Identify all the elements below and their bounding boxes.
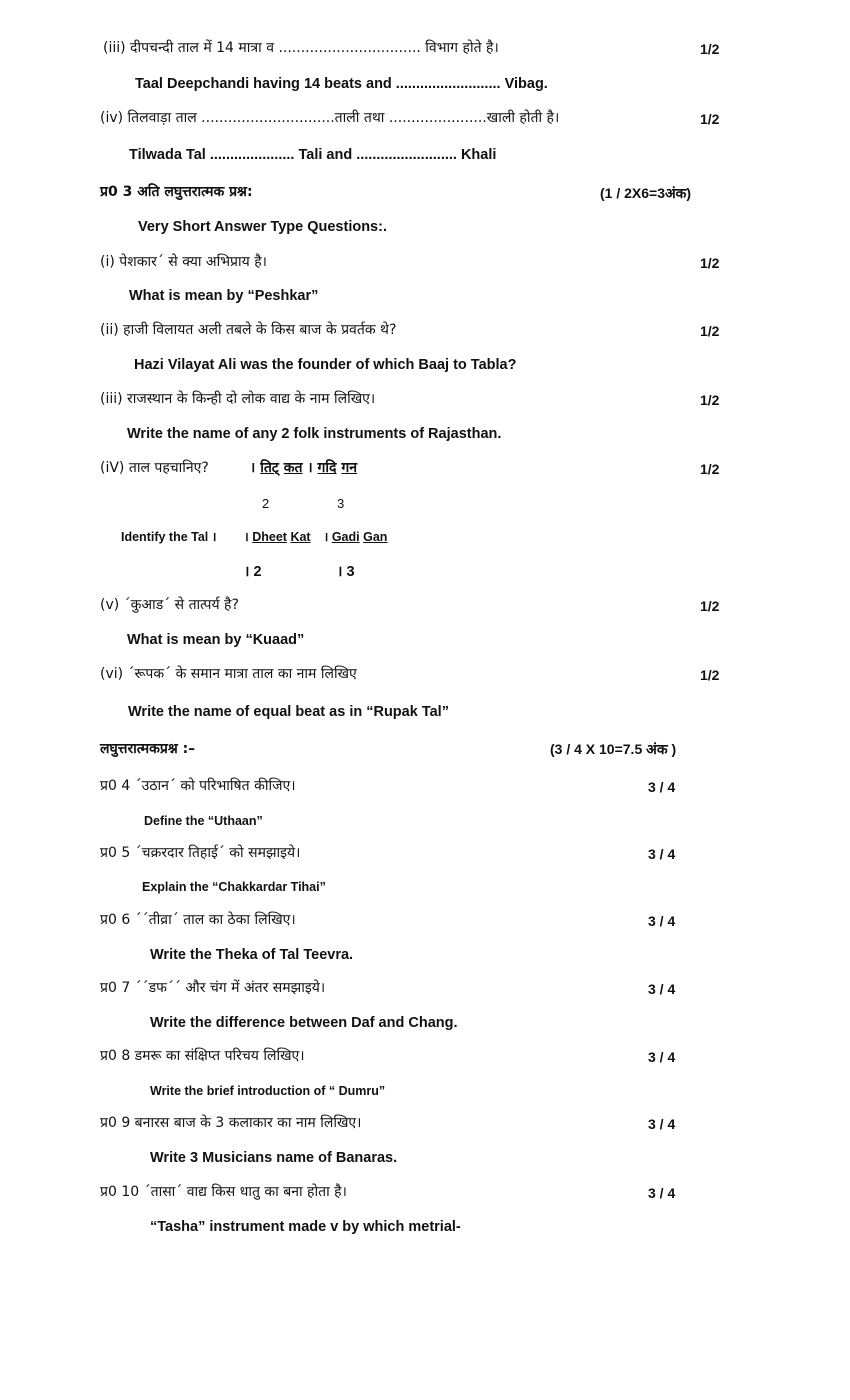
q3-i-marks: 1/2 xyxy=(700,255,720,271)
q3-vi-english: Write the name of equal beat as in “Rupak Tal” xyxy=(128,704,449,720)
bol-dheet: Dheet xyxy=(252,530,287,544)
q8-hindi: प्र0 8 डमरू का संक्षिप्त परिचय लिखिए। xyxy=(100,1048,305,1064)
q4-english: Define the “Uthaan” xyxy=(144,814,263,828)
bol-gadi: गदि xyxy=(317,460,337,476)
q3-v-hindi: (v) ´कुआड´ से तात्पर्य है? xyxy=(100,597,239,613)
q3-heading-marks: (1 / 2X6=3अंक) xyxy=(600,185,692,201)
q9-marks: 3 / 4 xyxy=(648,1116,676,1132)
q3-iii-marks: 1/2 xyxy=(700,392,720,408)
q10-hindi: प्र0 10 ´तासा´ वाद्य किस धातु का बना होता है। xyxy=(100,1184,347,1200)
q3-iv-english-label: Identify the Tal । xyxy=(121,530,217,544)
q2-iv-hindi: (iv) तिलवाड़ा ताल ..............................ताली तथा ......................खाली होती है। xyxy=(100,110,560,126)
q10-marks: 3 / 4 xyxy=(648,1185,676,1201)
q3-iii-english: Write the name of any 2 folk instruments of Rajasthan. xyxy=(127,426,502,442)
tali-number-3-en: । 3 xyxy=(337,564,355,580)
q3-heading-english: Very Short Answer Type Questions:. xyxy=(138,219,387,235)
vibhag-bar: । xyxy=(307,460,313,476)
bol-gan: गन xyxy=(341,460,358,476)
q3-iv-english-bols xyxy=(244,530,387,545)
q3-iv-marks: 1/2 xyxy=(700,461,720,477)
q2-iii-hindi: (iii) दीपचन्दी ताल में 14 मात्रा व ................................ विभाग होते है। xyxy=(103,40,499,56)
q8-marks: 3 / 4 xyxy=(648,1049,676,1065)
q10-english: “Tasha” instrument made v by which metrial- xyxy=(150,1219,461,1235)
q7-hindi: प्र0 7 ´´डफ´´ और चंग में अंतर समझाइये। xyxy=(100,980,326,996)
vibhag-bar: । xyxy=(323,530,329,544)
bol-gadi-en: Gadi xyxy=(331,530,360,544)
tali-number-3: 3 xyxy=(337,496,345,511)
q2-iv-marks: 1/2 xyxy=(700,111,720,127)
q3-iv-hindi-bols xyxy=(250,460,357,477)
q6-hindi: प्र0 6 ´´तीव्रा´ ताल का ठेका लिखिए। xyxy=(100,912,296,928)
q3-iv-hindi-label: (iV) ताल पहचानिए? xyxy=(100,460,209,476)
q8-english: Write the brief introduction of “ Dumru” xyxy=(150,1084,386,1098)
q3-ii-marks: 1/2 xyxy=(700,323,720,339)
q3-heading: प्र0 3 अति लघुत्तरात्मक प्रश्न: xyxy=(100,184,253,200)
q3-v-english: What is mean by “Kuaad” xyxy=(127,632,305,648)
q9-hindi: प्र0 9 बनारस बाज के 3 कलाकार का नाम लिखिए। xyxy=(100,1115,362,1131)
q4-marks: 3 / 4 xyxy=(648,779,676,795)
q4-hindi: प्र0 4 ´उठान´ को परिभाषित कीजिए। xyxy=(100,778,296,794)
vibhag-bar: । xyxy=(250,460,256,476)
short-heading-marks: (3 / 4 X 10=7.5 अंक ) xyxy=(550,741,677,757)
q3-iii-hindi: (iii) राजस्थान के किन्ही दो लोक वाद्य के नाम लिखिए। xyxy=(100,391,376,407)
q3-ii-english: Hazi Vilayat Ali was the founder of which Baaj to Tabla? xyxy=(134,357,517,373)
bol-kat: कत xyxy=(283,460,303,476)
q5-english: Explain the “Chakkardar Tihai” xyxy=(142,880,326,894)
q3-ii-hindi: (ii) हाजी विलायत अली तबले के किस बाज के प्रवर्तक थे? xyxy=(100,322,397,338)
q3-i-hindi: (i) पेशकार´ से क्या अभिप्राय है। xyxy=(100,254,267,270)
tali-number-2-en: । 2 xyxy=(244,564,262,580)
vibhag-bar: । xyxy=(244,530,249,544)
q2-iv-english: Tilwada Tal ..................... Tali and ......................... Khali xyxy=(129,147,497,163)
q2-iii-marks: 1/2 xyxy=(700,41,720,57)
q7-marks: 3 / 4 xyxy=(648,981,676,997)
q3-i-english: What is mean by “Peshkar” xyxy=(129,288,319,304)
bol-tit: तिट् xyxy=(260,460,279,476)
q6-english: Write the Theka of Tal Teevra. xyxy=(150,947,354,963)
q7-english: Write the difference between Daf and Chang. xyxy=(150,1015,458,1031)
bol-kat-en: Kat xyxy=(290,530,311,544)
q2-iii-english: Taal Deepchandi having 14 beats and .......................... Vibag. xyxy=(135,76,548,92)
q3-v-marks: 1/2 xyxy=(700,598,720,614)
q3-vi-marks: 1/2 xyxy=(700,667,720,683)
tali-number-2: 2 xyxy=(262,496,270,511)
bol-gan-en: Gan xyxy=(363,530,388,544)
short-heading: लघुत्तरात्मकप्रश्न :– xyxy=(100,741,196,757)
q3-vi-hindi: (vi) ´रूपक´ के समान मात्रा ताल का नाम लिखिए xyxy=(100,666,357,682)
q5-marks: 3 / 4 xyxy=(648,846,676,862)
q5-hindi: प्र0 5 ´चक्ररदार तिहाई´ को समझाइये। xyxy=(100,845,301,861)
q9-english: Write 3 Musicians name of Banaras. xyxy=(150,1150,398,1166)
q6-marks: 3 / 4 xyxy=(648,913,676,929)
